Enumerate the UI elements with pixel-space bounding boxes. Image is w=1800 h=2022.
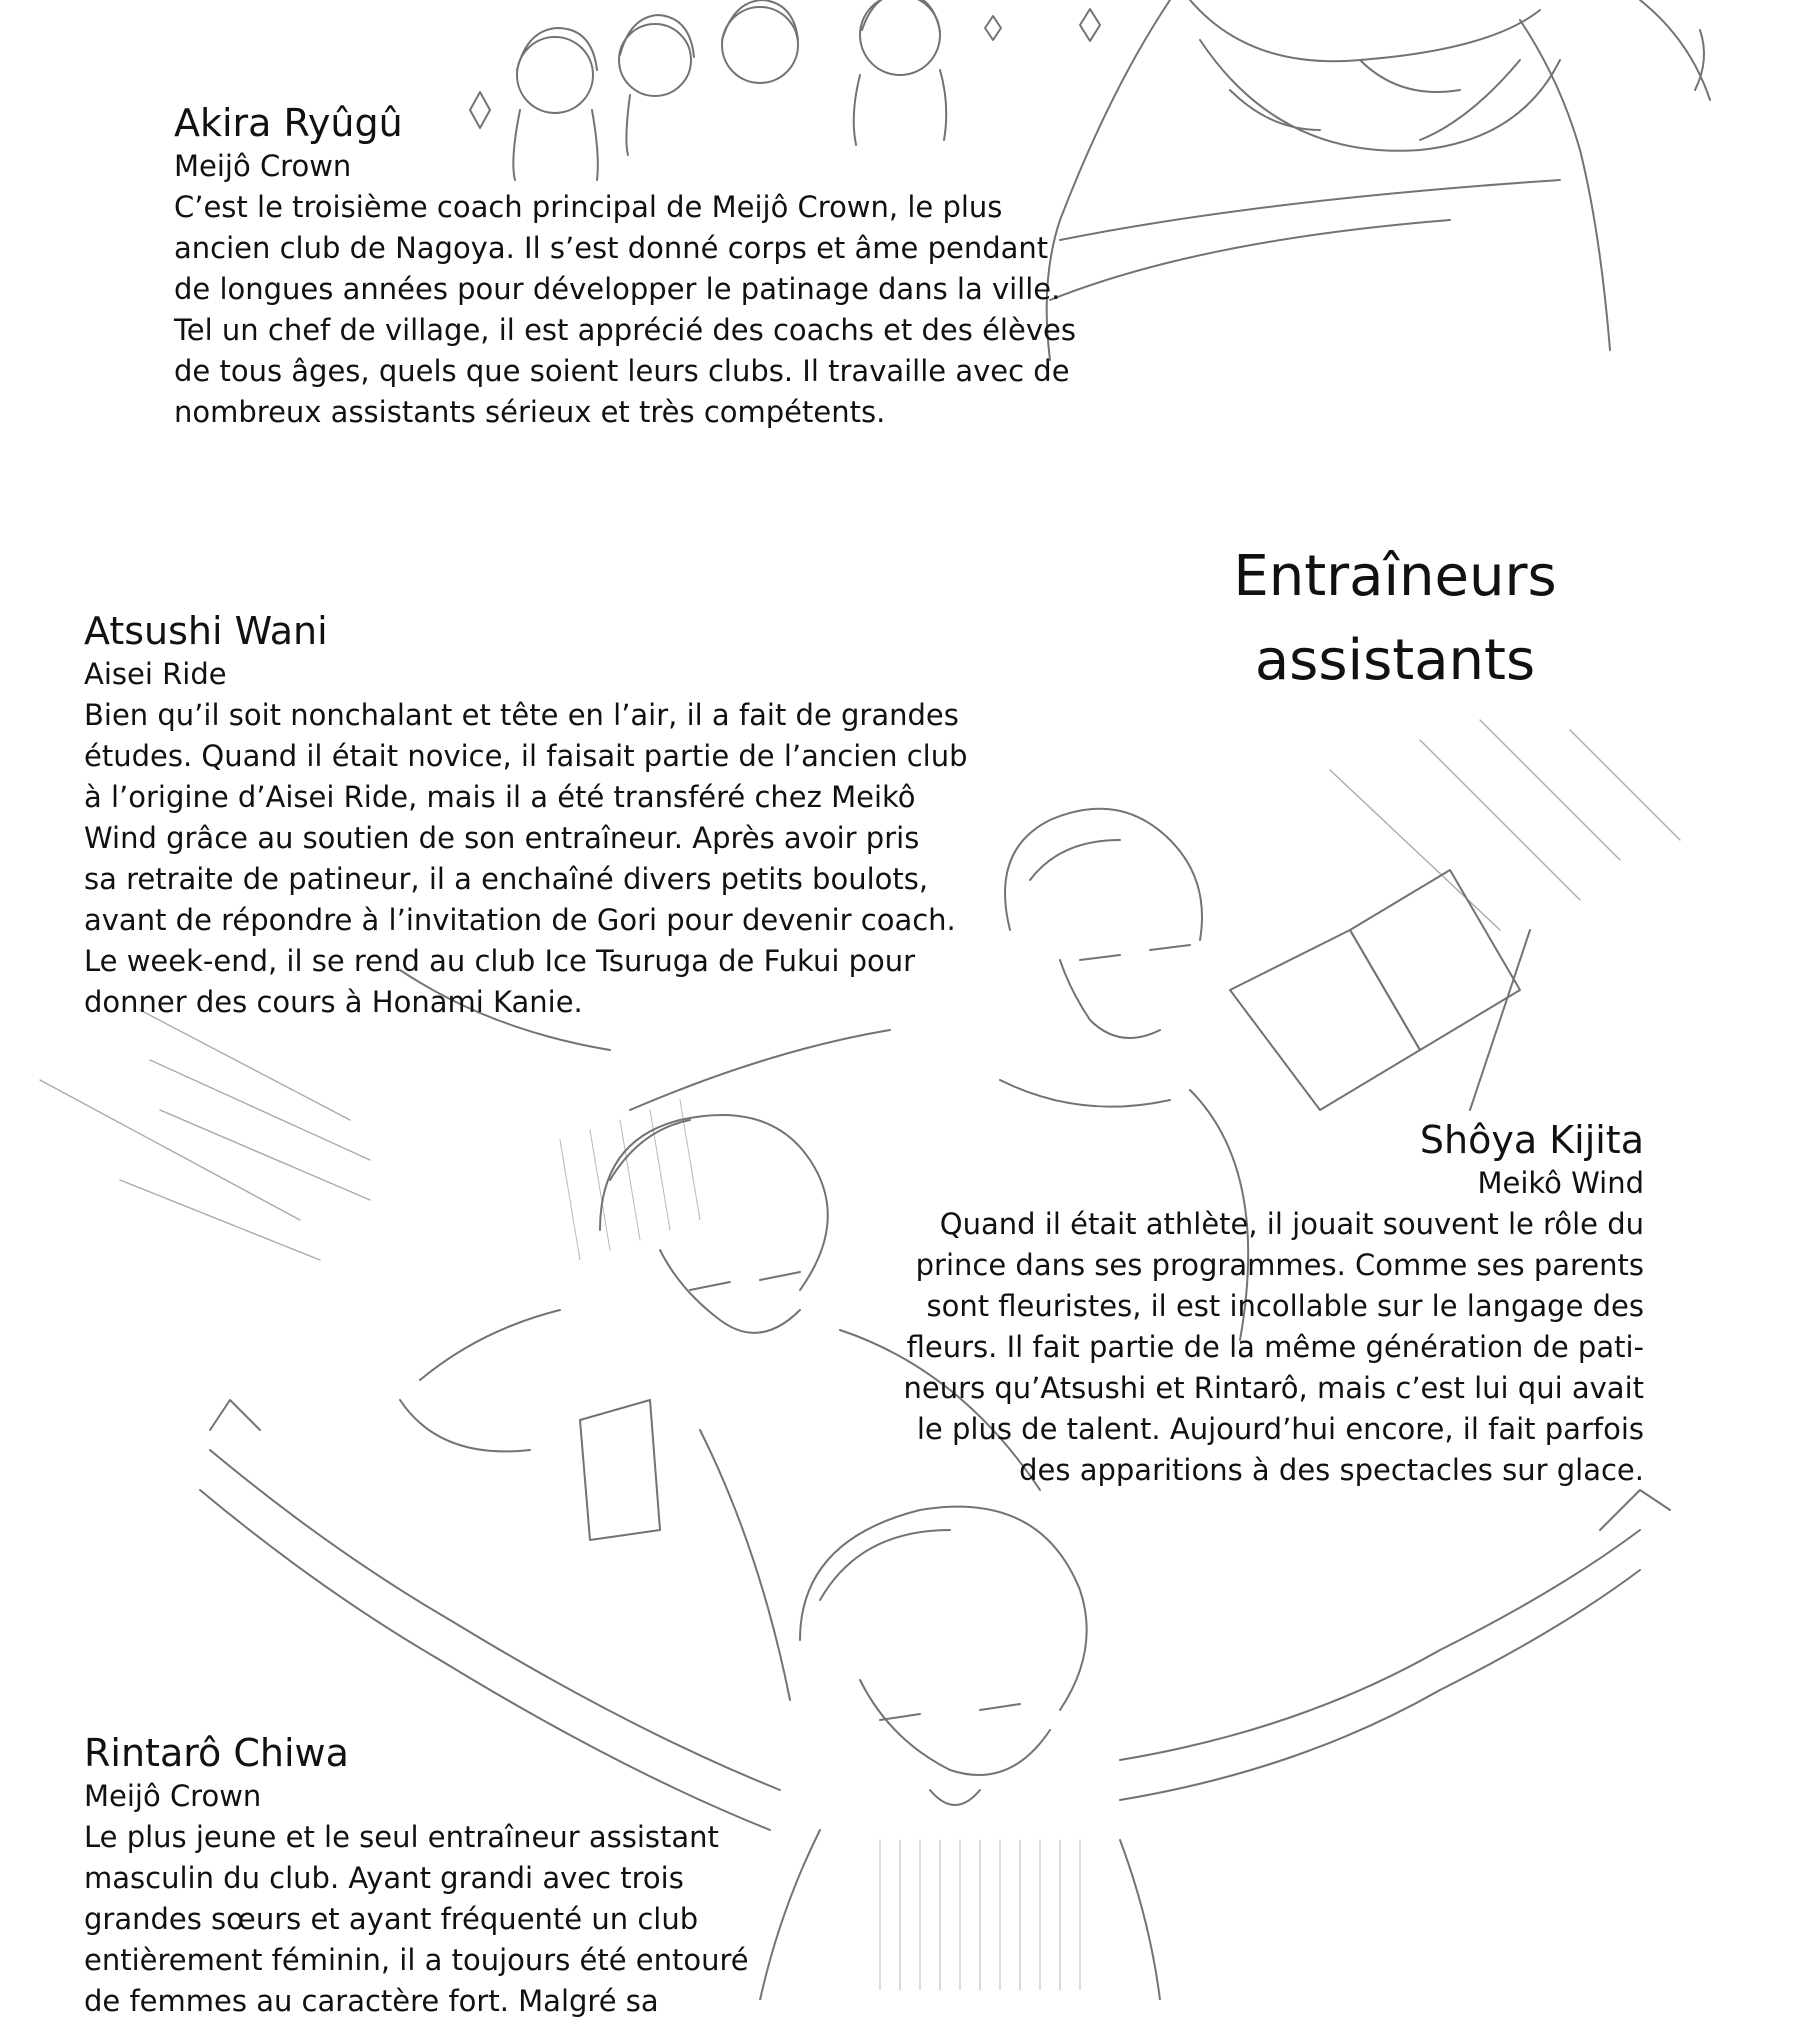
description-line: Quand il était athlète, il jouait souvent le rôle du	[939, 1207, 1644, 1241]
description-line: entièrement féminin, il a toujours été entouré	[84, 1943, 749, 1977]
profile-club: Meijô Crown	[174, 149, 352, 183]
description-line: sa retraite de patineur, il a enchaîné divers petits boulots,	[84, 862, 929, 896]
profile-shoya-kijita	[904, 1117, 1644, 1491]
description-line: de longues années pour développer le patinage dans la ville.	[174, 272, 1061, 306]
description-line: grandes sœurs et ayant fréquenté un club	[84, 1902, 699, 1936]
profile-name: Rintarô Chiwa	[84, 1731, 349, 1775]
description-line: fleurs. Il fait partie de la même génération de pati-	[906, 1330, 1644, 1364]
profile-name: Shôya Kijita	[1419, 1118, 1644, 1162]
description-line: avant de répondre à l’invitation de Gori pour devenir coach.	[84, 903, 956, 937]
description-line: Le week-end, il se rend au club Ice Tsuruga de Fukui pour	[84, 944, 916, 978]
profile-description	[84, 1817, 749, 2022]
profile-club: Meikô Wind	[1477, 1166, 1644, 1200]
section-heading	[1150, 535, 1640, 703]
profile-name: Akira Ryûgû	[174, 101, 403, 145]
description-line: à l’origine d’Aisei Ride, mais il a été transféré chez Meikô	[84, 780, 916, 814]
description-line: le plus de talent. Aujourd’hui encore, il fait parfois	[916, 1412, 1644, 1446]
profile-rintaro-chiwa	[84, 1730, 749, 2022]
description-line: donner des cours à Honami Kanie.	[84, 985, 583, 1019]
description-line: de femmes au caractère fort. Malgré sa	[84, 1984, 659, 2018]
profile-description	[174, 187, 1076, 433]
description-line: prince dans ses programmes. Comme ses parents	[915, 1248, 1644, 1282]
description-line: Tel un chef de village, il est apprécié des coachs et des élèves	[174, 313, 1076, 347]
description-line: Bien qu’il soit nonchalant et tête en l’air, il a fait de grandes	[84, 698, 959, 732]
description-line: Wind grâce au soutien de son entraîneur. Après avoir pris	[84, 821, 920, 855]
profile-description	[904, 1204, 1644, 1491]
description-line: études. Quand il était novice, il faisait partie de l’ancien club	[84, 739, 968, 773]
profile-atsushi-wani	[84, 608, 968, 1023]
description-line: sont fleuristes, il est incollable sur le langage des	[926, 1289, 1644, 1323]
profile-club: Meijô Crown	[84, 1779, 262, 1813]
profile-name: Atsushi Wani	[84, 609, 328, 653]
description-line: ancien club de Nagoya. Il s’est donné corps et âme pendant	[174, 231, 1049, 265]
profile-club: Aisei Ride	[84, 657, 227, 691]
profile-description	[84, 695, 968, 1023]
description-line: masculin du club. Ayant grandi avec trois	[84, 1861, 684, 1895]
jacket-sketch	[1047, 0, 1710, 360]
section-heading-line-1: Entraîneurs	[1233, 544, 1557, 609]
profile-akira-ryugu	[174, 100, 1076, 433]
description-line: C’est le troisième coach principal de Meijô Crown, le plus	[174, 190, 1003, 224]
section-heading-line-2: assistants	[1254, 628, 1536, 693]
description-line: neurs qu’Atsushi et Rintarô, mais c’est lui qui avait	[903, 1371, 1644, 1405]
description-line: nombreux assistants sérieux et très compétents.	[174, 395, 886, 429]
description-line: de tous âges, quels que soient leurs clubs. Il travaille avec de	[174, 354, 1070, 388]
description-line: Le plus jeune et le seul entraîneur assistant	[84, 1820, 719, 1854]
description-line: des apparitions à des spectacles sur glace.	[1019, 1453, 1644, 1487]
